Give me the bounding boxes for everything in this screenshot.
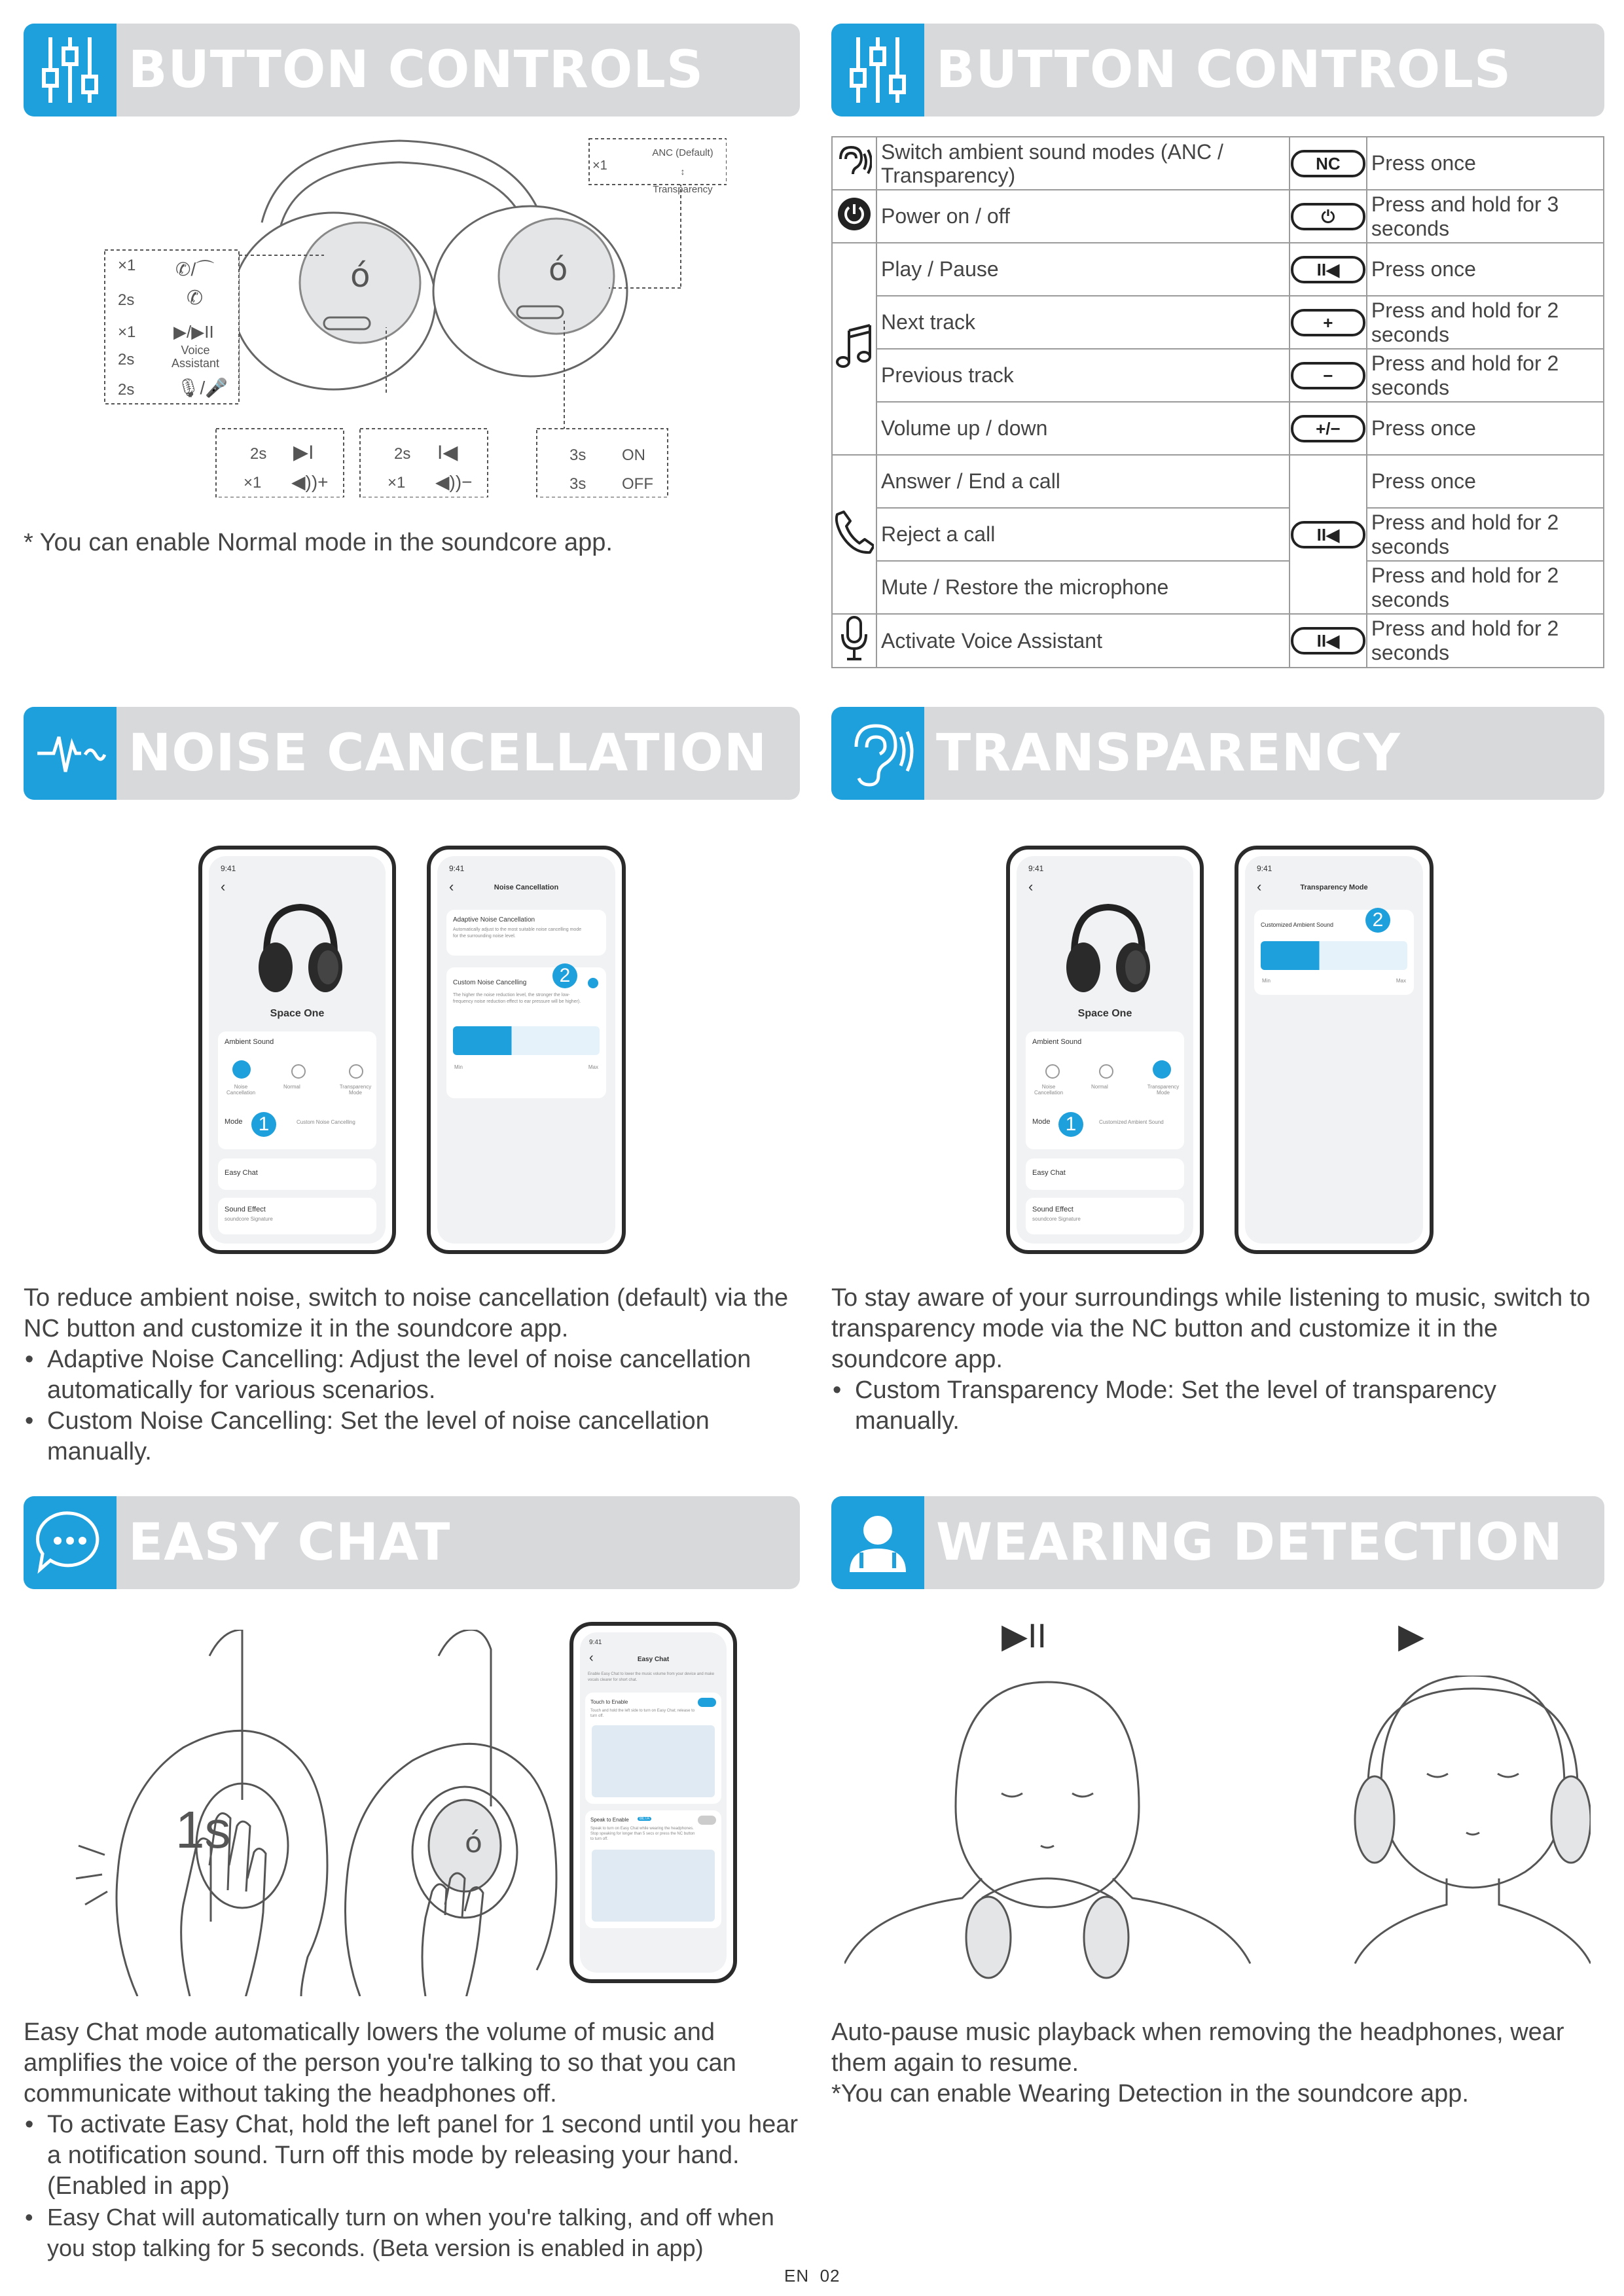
table-row [832,455,1604,508]
volume-down-icon: ◀))− [435,472,473,492]
action-label: Press and hold for 2 seconds [1367,508,1604,561]
easy-chat-desc: Enable Easy Chat to lower the music volume from your device and make vocals clearer for short chat. [588,1672,715,1682]
volume-up-button: + [1291,309,1365,336]
nc-level-slider[interactable] [453,1026,600,1055]
phone-transparency-screen [1235,846,1434,1254]
mode-value[interactable]: Customized Ambient Sound [1099,1119,1164,1125]
sliders-icon [831,24,924,117]
function-label: Previous track [876,349,1290,402]
person-icon [831,1496,924,1589]
touch-illustration [592,1725,715,1797]
section-header-easy-chat [24,1496,800,1589]
tap-once-label: ×1 [244,474,262,492]
previous-track-icon: I◀ [437,442,458,463]
music-note-icon [832,243,876,455]
slider-max: Max [1396,978,1406,984]
hold-3s-label: 3s [569,446,586,464]
tr-intro: To stay aware of your surroundings while listening to music, switch to transparency mode via the NC button and customize it in the soundcore app. [831,1284,1591,1373]
screen-title: Noise Cancellation [494,884,559,891]
mode-label-transparency: Transparency Mode [339,1084,372,1096]
anc-transparency-callout: ANC (Default) ↕ Transparency [652,147,713,195]
custom-nc-desc: The higher the noise reduction level, the stronger the low-frequency noise reduction effect to ear pressure will be higher). [453,993,581,1004]
status-time: 9:41 [221,864,236,873]
section-header-transparency [831,707,1604,800]
hold-2s-label: 2s [394,445,411,463]
speak-to-enable-label: Speak to Enable [590,1817,629,1823]
mode-label-nc: Noise Cancellation [226,1084,256,1096]
table-row [832,243,1604,296]
hold-2s-label: 2s [118,291,135,309]
nc-intro: To reduce ambient noise, switch to noise cancellation (default) via the NC button and customize it in the soundcore app. [24,1284,789,1342]
normal-mode-button[interactable] [1099,1064,1113,1079]
table-row [832,561,1604,614]
power-off-label: OFF [622,475,653,493]
action-label: Press and hold for 2 seconds [1367,561,1604,614]
pause-icon: ▶II [1001,1617,1047,1655]
headphone-controls-diagram [98,131,727,497]
ec-intro: Easy Chat mode automatically lowers the volume of music and amplifies the voice of the person you're talking to so that you can communicate without taking the headphones off. [24,2018,736,2108]
ambient-sound-label: Ambient Sound [1032,1038,1082,1046]
table-row [832,349,1604,402]
easy-chat-menu-item: Easy Chat [225,1169,258,1177]
status-time: 9:41 [449,864,465,873]
function-label: Reject a call [876,508,1290,561]
phone-home-screen-tr [1006,846,1204,1254]
function-label: Next track [876,296,1290,349]
noise-cancellation-mode-button[interactable] [232,1060,251,1079]
table-row [832,190,1604,243]
custom-nc-check-icon [588,978,598,988]
transparency-text [831,1283,1604,1437]
section-header-button-controls-right [831,24,1604,117]
mode-label: Mode [1032,1118,1051,1126]
hold-2s-label: 2s [118,351,135,368]
mode-label-transparency: Transparency Mode [1147,1084,1180,1096]
touch-to-enable-toggle[interactable] [698,1698,716,1707]
ambient-sound-label: Ambient Sound [225,1038,274,1046]
action-label: Press once [1367,402,1604,455]
play-pause-icon: ▶/▶II [173,322,214,342]
section-header-button-controls-left [24,24,800,117]
back-arrow-icon[interactable]: ‹ [449,878,454,895]
multifunction-button: II◀ [1291,521,1365,548]
section-title: EASY CHAT [128,1513,451,1572]
multifunction-button: II◀ [1291,256,1365,283]
power-on-label: ON [622,446,645,464]
phone-home-screen-nc [198,846,396,1254]
answer-end-call-icon: ✆/⌒ [175,259,215,279]
mute-mic-icon: 🎙/🎤 [177,378,228,398]
mode-label: Mode [225,1118,243,1126]
function-label: Play / Pause [876,243,1290,296]
transparency-mode-button[interactable] [1153,1060,1171,1079]
volume-buttons: +/− [1291,415,1365,442]
chat-bubble-icon [24,1496,117,1589]
transparency-level-slider[interactable] [1261,941,1407,970]
mode-label-nc: Noise Cancellation [1034,1084,1064,1096]
tap-once-label: ×1 [388,474,406,492]
page-number: 02 [820,2266,840,2286]
slider-min: Min [1262,978,1271,984]
next-track-icon: ▶I [293,442,314,463]
tap-once-label: ×1 [592,158,607,173]
sound-effect-menu-item: Sound Effect [225,1206,266,1213]
device-name: Space One [270,1008,325,1019]
action-label: Press once [1367,137,1604,190]
status-time: 9:41 [1028,864,1044,873]
section-header-noise-cancellation [24,707,800,800]
custom-nc-option: Custom Noise Cancelling [453,979,527,986]
table-row [832,508,1604,561]
button-controls-table [831,136,1604,668]
transparency-mode-button[interactable] [349,1064,363,1079]
svg-text:ó: ó [549,251,568,288]
function-label: Activate Voice Assistant [876,614,1290,668]
table-row [832,614,1604,668]
volume-up-icon: ◀))+ [291,472,329,492]
nc-button: NC [1291,150,1365,177]
adaptive-nc-desc: Automatically adjust to the most suitable noise cancelling mode for the surrounding noise level. [453,927,582,939]
wearing-detection-illustration [844,1676,1591,1990]
screen-title: Easy Chat [637,1656,670,1663]
power-icon [832,190,876,243]
wd-text: Auto-pause music playback when removing the headphones, wear them again to resume. [831,2018,1564,2077]
section-title: TRANSPARENCY [936,724,1401,783]
function-label: Mute / Restore the microphone [876,561,1290,614]
play-icon: ▶ [1398,1617,1424,1655]
action-label: Press once [1367,455,1604,508]
page-footer [784,2266,840,2286]
function-label: Switch ambient sound modes (ANC / Transparency) [876,137,1290,190]
callout-1: 1 [251,1112,276,1137]
status-time: 9:41 [589,1639,602,1646]
mode-value[interactable]: Custom Noise Cancelling [297,1119,355,1125]
section-title: WEARING DETECTION [936,1513,1563,1572]
table-row [832,402,1604,455]
headphone-image [255,902,346,1000]
ec-bullet: • To activate Easy Chat, hold the left panel for 1 second until you hear a notification sound. Turn off this mode by releasing your hand. (Enabled in app) [24,2109,803,2202]
sound-effect-menu-item: Sound Effect [1032,1206,1074,1213]
wearing-detection-text [831,2017,1604,2109]
section-title: NOISE CANCELLATION [128,724,768,783]
easy-chat-text [24,2017,803,2263]
hold-2s-label: 2s [250,445,267,463]
normal-mode-note: * You can enable Normal mode in the soundcore app. [24,529,613,556]
action-label: Press and hold for 2 seconds [1367,614,1604,668]
speak-to-enable-desc: Speak to turn on Easy Chat while wearing the headphones. Stop speaking for longer than 5 secs or press the NC button to turn off. [590,1827,695,1841]
touch-to-enable-label: Touch to Enable [590,1699,628,1705]
speak-illustration [592,1850,715,1922]
function-label: Answer / End a call [876,455,1290,508]
adaptive-nc-option: Adaptive Noise Cancellation [453,916,535,924]
touch-to-enable-desc: Touch and hold the left side to turn on Easy Chat; release to turn off. [590,1709,695,1718]
phone-noise-cancellation-screen [427,846,626,1254]
multifunction-button: II◀ [1291,627,1365,655]
normal-mode-button[interactable] [291,1064,306,1079]
action-label: Press once [1367,243,1604,296]
sound-effect-value: soundcore Signature [225,1216,273,1222]
back-arrow-icon[interactable]: ‹ [1028,878,1034,895]
callout-2: 2 [1365,908,1390,933]
phone-icon [832,455,876,614]
svg-text:ó: ó [350,257,370,295]
microphone-icon [832,614,876,668]
device-name: Space One [1077,1008,1132,1019]
back-arrow-icon[interactable]: ‹ [1257,878,1262,895]
ear-icon [832,137,876,190]
volume-down-button: − [1291,362,1365,389]
ear-icon [831,707,924,800]
back-arrow-icon[interactable]: ‹ [589,1651,594,1665]
nc-bullet: • Custom Noise Cancelling: Set the level of noise cancellation manually. [24,1406,803,1467]
table-row [832,137,1604,190]
sliders-icon [24,24,117,117]
section-title: BUTTON CONTROLS [936,41,1512,99]
slider-max: Max [588,1064,598,1070]
screen-title: Transparency Mode [1300,884,1368,891]
beta-badge: BETA [638,1817,651,1821]
speak-to-enable-toggle[interactable] [698,1816,716,1825]
action-label: Press and hold for 3 seconds [1367,190,1604,243]
function-label: Volume up / down [876,402,1290,455]
waveform-icon [24,707,117,800]
custom-ambient-option: Customized Ambient Sound [1261,922,1334,928]
noise-cancellation-text [24,1283,803,1467]
status-time: 9:41 [1257,864,1272,873]
action-label: Press and hold for 2 seconds [1367,349,1604,402]
function-label: Power on / off [876,190,1290,243]
tr-bullet: • Custom Transparency Mode: Set the level of transparency manually. [831,1375,1604,1437]
wd-note: *You can enable Wearing Detection in the soundcore app. [831,2080,1469,2108]
noise-cancellation-mode-button[interactable] [1045,1064,1060,1079]
section-title: BUTTON CONTROLS [128,41,704,99]
callout-1: 1 [1058,1112,1083,1137]
nc-bullet: • Adaptive Noise Cancelling: Adjust the level of noise cancellation automatically for various scenarios. [24,1344,803,1406]
phone-easy-chat-screen [569,1622,737,1983]
language-code: EN [784,2266,810,2286]
mode-label-normal: Normal [1091,1084,1108,1090]
voice-assistant-label: Voice Assistant [171,344,220,370]
power-button: ⏻ [1291,203,1365,230]
hold-1s-label: 1s [175,1801,231,1859]
action-label: Press and hold for 2 seconds [1367,296,1604,349]
hold-3s-label: 3s [569,475,586,493]
hold-2s-label: 2s [118,381,135,399]
table-row [832,296,1604,349]
back-arrow-icon[interactable]: ‹ [221,878,226,895]
ec-bullet: • Easy Chat will automatically turn on when you're talking, and off when you stop talking for 5 seconds. (Beta version is enabled in app) [24,2202,803,2263]
sound-effect-value: soundcore Signature [1032,1216,1081,1222]
headphone-image [1062,902,1154,1000]
section-header-wearing-detection [831,1496,1604,1589]
callout-2: 2 [552,963,577,988]
svg-text:ó: ó [465,1826,482,1859]
tap-once-label: ×1 [118,323,136,341]
tap-once-label: ×1 [118,257,136,274]
easy-chat-menu-item: Easy Chat [1032,1169,1066,1177]
mode-label-normal: Normal [283,1084,300,1090]
easy-chat-illustration [72,1630,569,1996]
reject-call-icon: ✆ [187,287,204,309]
slider-min: Min [454,1064,463,1070]
